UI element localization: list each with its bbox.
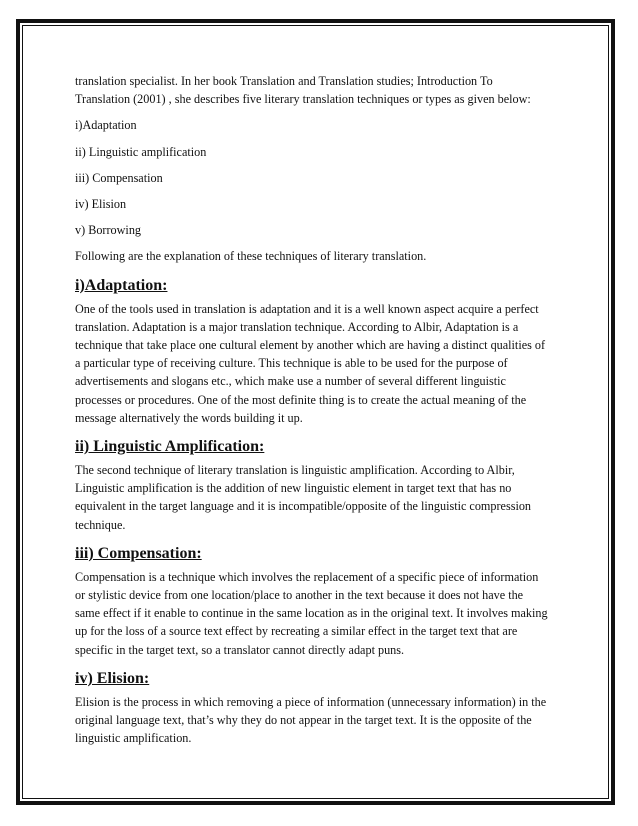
section-body-linguistic-amplification: The second technique of literary translation is linguistic amplification. According to Albir, Linguistic amplification is the addition of new linguistic element in target text that has no equivalent in the target language and it is incompatible/opposite of the linguistic compression technique. (75, 463, 532, 532)
section-heading-linguistic-amplification: ii) Linguistic Amplification: (75, 438, 265, 456)
list-item-adaptation: i)Adaptation (75, 118, 137, 133)
list-item-compensation: iii) Compensation (75, 170, 163, 185)
document-body (75, 72, 575, 747)
section-heading-elision: iv) Elision: (75, 669, 150, 687)
intro-line-1: translation specialist. In her book Translation and Translation studies; Introduction To (75, 74, 493, 88)
section-body-elision: Elision is the process in which removing a piece of information (unnecessary information) in the original language text, that’s why they do not appear in the target text. It is the opposite of the linguistic amplification. (75, 694, 547, 746)
intro-paragraph (75, 72, 575, 108)
intro-line-2: Translation (2001) , she describes five literary translation techniques or types as given below: (75, 92, 531, 107)
section-heading-compensation: iii) Compensation: (75, 544, 202, 562)
list-item-borrowing: v) Borrowing (75, 223, 142, 238)
following-text: Following are the explanation of these techniques of literary translation. (75, 249, 427, 264)
list-item-elision: iv) Elision (75, 197, 127, 212)
section-body-compensation: Compensation is a technique which involves the replacement of a specific piece of information or stylistic device from one location/place to another in the text because it does not have the same effect if it enable to continue in the same location as in the original text. It involves making up for the loss of a source text effect by recreating a similar effect in the target text that are specific in the target text, so a translator cannot directly adapt puns. (75, 569, 548, 657)
section-body-adaptation: One of the tools used in translation is adaptation and it is a well known aspect acquire a perfect translation. Adaptation is a major translation technique. According to Albir, Adaptation is a technique that take place one cultural element by another which are having a distinct qualities of a particular type of receiving culture. This technique is able to be used for the purpose of advertisements and slogans etc., which make use a number of several different linguistic processes or procedures. One of the most definite thing is to create the actual meaning of the message alternatively the words building it up. (75, 301, 546, 425)
list-item-linguistic-amplification: ii) Linguistic amplification (75, 144, 207, 159)
section-heading-adaptation: i)Adaptation: (75, 276, 168, 294)
